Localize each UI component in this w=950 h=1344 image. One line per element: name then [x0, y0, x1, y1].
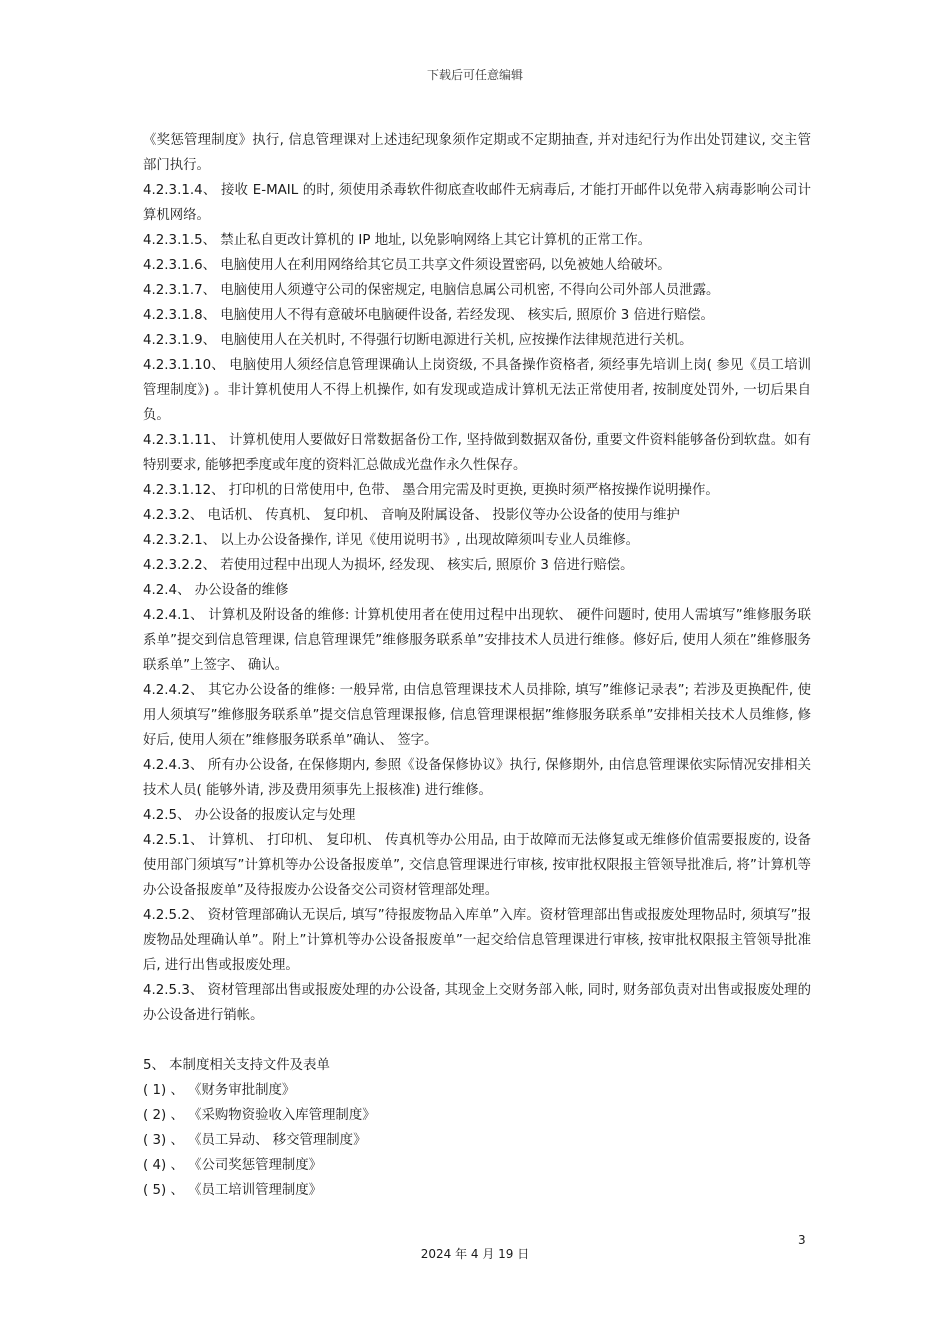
list-item: ( 1) 、 《财务审批制度》 [143, 1083, 296, 1098]
paragraph: 4.2.3.1.5、 禁止私自更改计算机的 IP 地址, 以免影响网络上其它计算机的正常工作。 [143, 233, 652, 248]
paragraph: 4.2.3.1.7、 电脑使用人须遵守公司的保密规定, 电脑信息属公司机密, 不得向公司外部人员泄露。 [143, 283, 720, 298]
document-body [143, 128, 811, 1203]
paragraph: 4.2.3.1.12、 打印机的日常使用中, 色带、 墨合用完需及时更换, 更换时须严格按操作说明操作。 [143, 483, 719, 498]
paragraph: 4.2.3.1.4、 接收 E-MAIL 的时, 须使用杀毒软件彻底查收邮件无病毒后, 才能打开邮件以免带入病毒影响公司计算机网络。 [143, 183, 811, 223]
paragraph: 4.2.3.1.9、 电脑使用人在关机时, 不得强行切断电源进行关机, 应按操作法律规范进行关机。 [143, 333, 693, 348]
page-number: 3 [798, 1233, 806, 1247]
list-item: ( 2) 、 《采购物资验收入库管理制度》 [143, 1108, 376, 1123]
paragraph: 4.2.3.1.8、 电脑使用人不得有意破坏电脑硬件设备, 若经发现、 核实后, 照原价 3 倍进行赔偿。 [143, 308, 714, 323]
section-5-heading: 5、 本制度相关支持文件及表单 [143, 1058, 330, 1073]
section-heading: 4.2.3.2、 电话机、 传真机、 复印机、 音响及附属设备、 投影仪等办公设备的使用与维护 [143, 508, 680, 523]
paragraph: 4.2.3.1.10、 电脑使用人须经信息管理课确认上岗资级, 不具备操作资格者, 须经事先培训上岗( 参见《员工培训管理制度》) 。非计算机使用人不得上机操作, 如有发现或造成计算机无法正常使用者, 按制度处罚外, 一切后果自负。 [143, 358, 811, 423]
footer-date: 2024 年 4 月 19 日 [420, 1247, 530, 1261]
paragraph: 4.2.4.3、 所有办公设备, 在保修期内, 参照《设备保修协议》执行, 保修期外, 由信息管理课依实际情况安排相关技术人员( 能够外请, 涉及费用须事先上报核准) 进行维修。 [143, 758, 811, 798]
paragraph: 4.2.3.1.6、 电脑使用人在利用网络给其它员工共享文件须设置密码, 以免被她人给破坏。 [143, 258, 671, 273]
paragraph: 4.2.5.2、 资材管理部确认无误后, 填写”待报废物品入库单”入库。资材管理部出售或报废处理物品时, 须填写”报废物品处理确认单”。附上”计算机等办公设备报废单”一起交给信息管理课进行审核, 按审批权限报主管领导批准后, 进行出售或报废处理。 [143, 908, 811, 973]
list-item: ( 4) 、 《公司奖惩管理制度》 [143, 1158, 323, 1173]
paragraph: 《奖惩管理制度》执行, 信息管理课对上述违纪现象须作定期或不定期抽查, 并对违纪行为作出处罚建议, 交主管部门执行。 [143, 133, 811, 173]
paragraph: 4.2.4.1、 计算机及附设备的维修: 计算机使用者在使用过程中出现软、 硬件问题时, 使用人需填写”维修服务联系单”提交到信息管理课, 信息管理课凭”维修服务联系单”安排技术人员进行维修。修好后, 使用人须在”维修服务联系单”上签字、 确认。 [143, 608, 811, 673]
section-heading: 4.2.4、 办公设备的维修 [143, 583, 289, 598]
paragraph: 4.2.4.2、 其它办公设备的维修: 一般异常, 由信息管理课技术人员排除, 填写”维修记录表”; 若涉及更换配件, 使用人须填写”维修服务联系单”提交信息管理课报修, 信息管理课根据”维修服务联系单”安排相关技术人员维修, 修好后, 使用人须在”维修服务联系单”确认、 签字。 [143, 683, 811, 748]
paragraph: 4.2.3.2.2、 若使用过程中出现人为损坏, 经发现、 核实后, 照原价 3 倍进行赔偿。 [143, 558, 634, 573]
spacer [143, 1028, 811, 1053]
list-item: ( 3) 、 《员工异动、 移交管理制度》 [143, 1133, 367, 1148]
list-item: ( 5) 、 《员工培训管理制度》 [143, 1183, 323, 1198]
section-heading: 4.2.5、 办公设备的报废认定与处理 [143, 808, 356, 823]
paragraph: 4.2.3.2.1、 以上办公设备操作, 详见《使用说明书》, 出现故障须叫专业人员维修。 [143, 533, 640, 548]
paragraph: 4.2.5.3、 资材管理部出售或报废处理的办公设备, 其现金上交财务部入帐, 同时, 财务部负责对出售或报废处理的办公设备进行销帐。 [143, 983, 811, 1023]
paragraph: 4.2.5.1、 计算机、 打印机、 复印机、 传真机等办公用品, 由于故障而无法修复或无维修价值需要报废的, 设备使用部门须填写”计算机等办公设备报废单”, 交信息管理课进行审核, 按审批权限报主管领导批准后, 将”计算机等办公设备报废单”及待报废办公设备交公司资材管理部处理。 [143, 833, 811, 898]
page-header: 下载后可任意编辑 [426, 68, 523, 82]
paragraph: 4.2.3.1.11、 计算机使用人要做好日常数据备份工作, 坚持做到数据双备份, 重要文件资料能够备份到软盘。如有特别要求, 能够把季度或年度的资料汇总做成光盘作永久性保存。 [143, 433, 811, 473]
